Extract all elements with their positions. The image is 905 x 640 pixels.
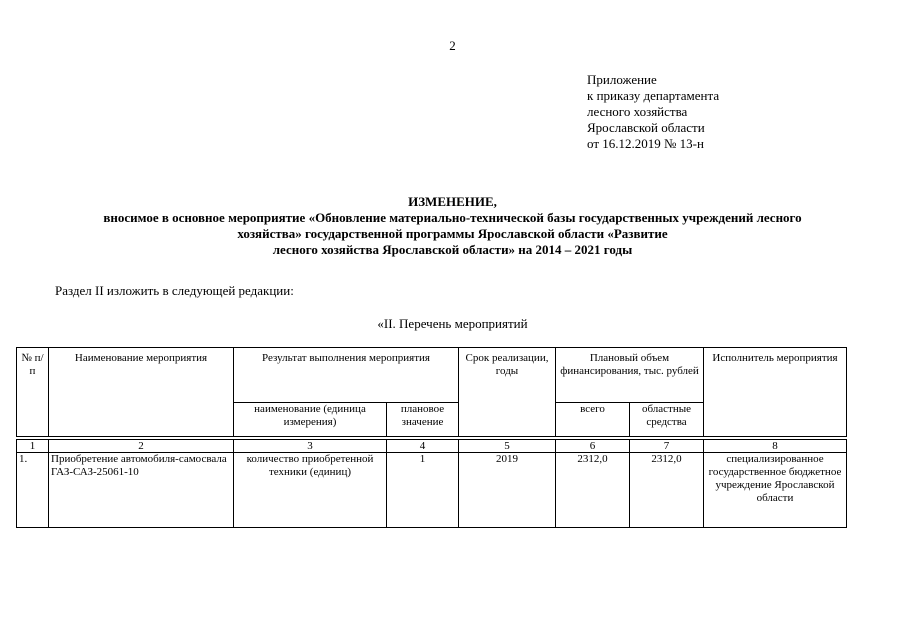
header-funding: Плановый объем финансирования, тыс. рублей [556, 348, 704, 403]
section-heading: «II. Перечень мероприятий [377, 316, 528, 331]
header-result-name: наименование (единица измерения) [234, 403, 387, 437]
cell-result-name: количество приобретенной техники (единиц) [234, 453, 387, 528]
subtitle-line: хозяйства» государственной программы Ярославской области «Развитие [237, 226, 668, 241]
document-title: ИЗМЕНЕНИЕ, [408, 194, 497, 209]
cell-name: Приобретение автомобиля-самосвала ГАЗ-САЗ-25061-10 [49, 453, 234, 528]
appendix-line: Приложение [587, 72, 657, 87]
appendix-line: от 16.12.2019 № 13-н [587, 136, 704, 151]
column-number: 8 [704, 440, 847, 453]
table-header-row [17, 348, 847, 403]
header-num: № п/п [17, 348, 49, 437]
column-number: 7 [630, 440, 704, 453]
header-funding-regional: областные средства [630, 403, 704, 437]
document-subtitle [0, 210, 905, 258]
column-number: 3 [234, 440, 387, 453]
table-row [17, 453, 847, 528]
subtitle-line: лесного хозяйства Ярославской области» на 2014 – 2021 годы [272, 242, 633, 257]
header-executor: Исполнитель мероприятия [704, 348, 847, 437]
column-number: 1 [17, 440, 49, 453]
header-name: Наименование мероприятия [49, 348, 234, 437]
header-term: Срок реализации, годы [459, 348, 556, 437]
header-result: Результат выполнения мероприятия [234, 348, 459, 403]
activities-table [16, 347, 847, 528]
header-result-plan: плановое значение [387, 403, 459, 437]
instruction-text: Раздел II изложить в следующей редакции: [55, 283, 294, 298]
cell-executor: специализированное государственное бюджетное учреждение Ярославской области [704, 453, 847, 528]
page-number: 2 [449, 38, 456, 53]
appendix-line: к приказу департамента [587, 88, 720, 103]
column-number: 2 [49, 440, 234, 453]
column-number: 4 [387, 440, 459, 453]
column-number: 5 [459, 440, 556, 453]
column-number-row [17, 440, 847, 453]
column-number: 6 [556, 440, 630, 453]
appendix-line: лесного хозяйства [587, 104, 688, 119]
header-funding-total: всего [556, 403, 630, 437]
cell-funding-total: 2312,0 [556, 453, 630, 528]
subtitle-line: вносимое в основное мероприятие «Обновление материально-технической базы государственных учреждений лесного [103, 210, 802, 225]
cell-result-plan: 1 [387, 453, 459, 528]
appendix-block [587, 72, 719, 152]
appendix-line: Ярославской области [587, 120, 705, 135]
cell-funding-regional: 2312,0 [630, 453, 704, 528]
cell-term: 2019 [459, 453, 556, 528]
cell-num: 1. [17, 453, 49, 528]
